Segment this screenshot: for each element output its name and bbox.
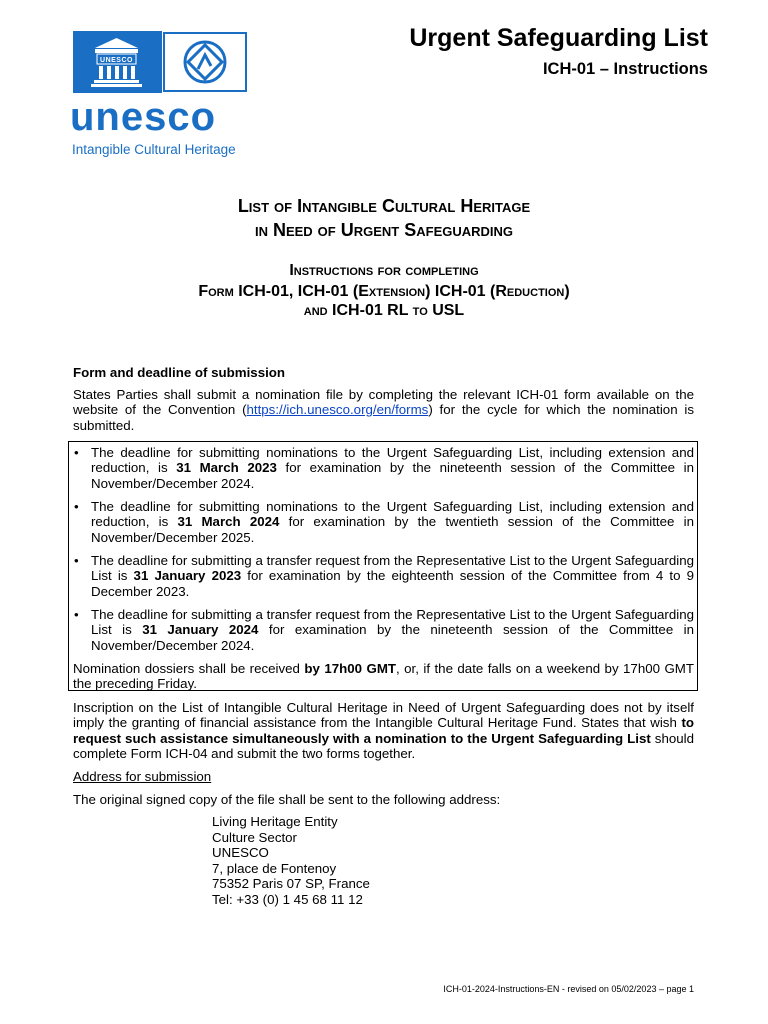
instructions-title-line2: Form ICH-01, ICH-01 (Extension) ICH-01 (Reduction) — [198, 283, 570, 300]
deadline-bullet: • The deadline for submitting nominations to the Urgent Safeguarding List, including extension and reduction, is 31 March 2023 for examination by the nineteenth session of the Committee in November/December 2024. — [74, 445, 694, 491]
forms-link[interactable]: https://ich.unesco.org/en/forms — [246, 402, 429, 418]
temple-text: UNESCO — [100, 57, 133, 64]
unesco-wordmark: unesco — [70, 95, 217, 139]
instructions-title-line1: Instructions for completing — [289, 262, 479, 279]
address-line: UNESCO — [212, 845, 269, 860]
deadline-bullet: • The deadline for submitting nominations to the Urgent Safeguarding List, including extension and reduction, is 31 March 2024 for examination by the twentieth session of the Committee in November/December 2025. — [74, 499, 694, 545]
submission-paragraph: States Parties shall submit a nomination file by completing the relevant ICH-01 form available on the website of the Convention (https://ich.unesco.org/en/forms) for the cycle for which the nomination is submitted. — [73, 387, 694, 433]
unesco-temple-icon — [73, 31, 160, 93]
ich-emblem-icon — [162, 31, 248, 93]
deadlines-box — [68, 441, 698, 691]
bullet-icon: • — [74, 499, 79, 514]
page-footer: ICH-01-2024-Instructions-EN - revised on 05/02/2023 – page 1 — [443, 984, 694, 994]
document-title-line2: in Need of Urgent Safeguarding — [254, 220, 514, 240]
address-heading: Address for submission — [73, 769, 212, 784]
address-line: 7, place de Fontenoy — [212, 861, 337, 876]
document-title-line1: List of Intangible Cultural Heritage — [237, 196, 531, 216]
address-line: Tel: +33 (0) 1 45 68 11 12 — [212, 892, 363, 907]
header-subtitle: ICH-01 – Instructions — [542, 60, 708, 78]
deadline-note: Nomination dossiers shall be received by 17h00 GMT, or, if the date falls on a weekend by 17h00 GMT the preceding Friday. — [73, 661, 694, 692]
bullet-icon: • — [74, 607, 79, 622]
address-line: 75352 Paris 07 SP, France — [212, 876, 370, 891]
bullet-icon: • — [74, 553, 79, 568]
assistance-paragraph: Inscription on the List of Intangible Cultural Heritage in Need of Urgent Safeguarding does not by itself imply the granting of financial assistance from the Intangible Cultural Heritage Fund. States that wish to request such assistance simultaneously with a nomination to the Urgent Safeguarding List should complete Form ICH-04 and submit the two forms together. — [73, 700, 694, 761]
bullet-icon: • — [74, 445, 79, 460]
address-line: Living Heritage Entity — [212, 814, 338, 829]
header-title: Urgent Safeguarding List — [409, 24, 708, 52]
address-line: Culture Sector — [212, 830, 297, 845]
deadline-bullet: • The deadline for submitting a transfer request from the Representative List to the Urgent Safeguarding List is 31 January 2023 for examination by the eighteenth session of the Committee from 4 to 9 December 2023. — [74, 553, 695, 599]
instructions-title-line3: and ICH-01 RL to USL — [303, 302, 465, 319]
unesco-logo — [73, 31, 248, 93]
section-heading: Form and deadline of submission — [73, 365, 286, 380]
address-intro: The original signed copy of the file shall be sent to the following address: — [73, 792, 501, 807]
ich-subtitle: Intangible Cultural Heritage — [72, 142, 236, 157]
deadline-bullet: • The deadline for submitting a transfer request from the Representative List to the Urgent Safeguarding List is 31 January 2024 for examination by the nineteenth session of the Committee in November/December 2024. — [74, 607, 695, 653]
